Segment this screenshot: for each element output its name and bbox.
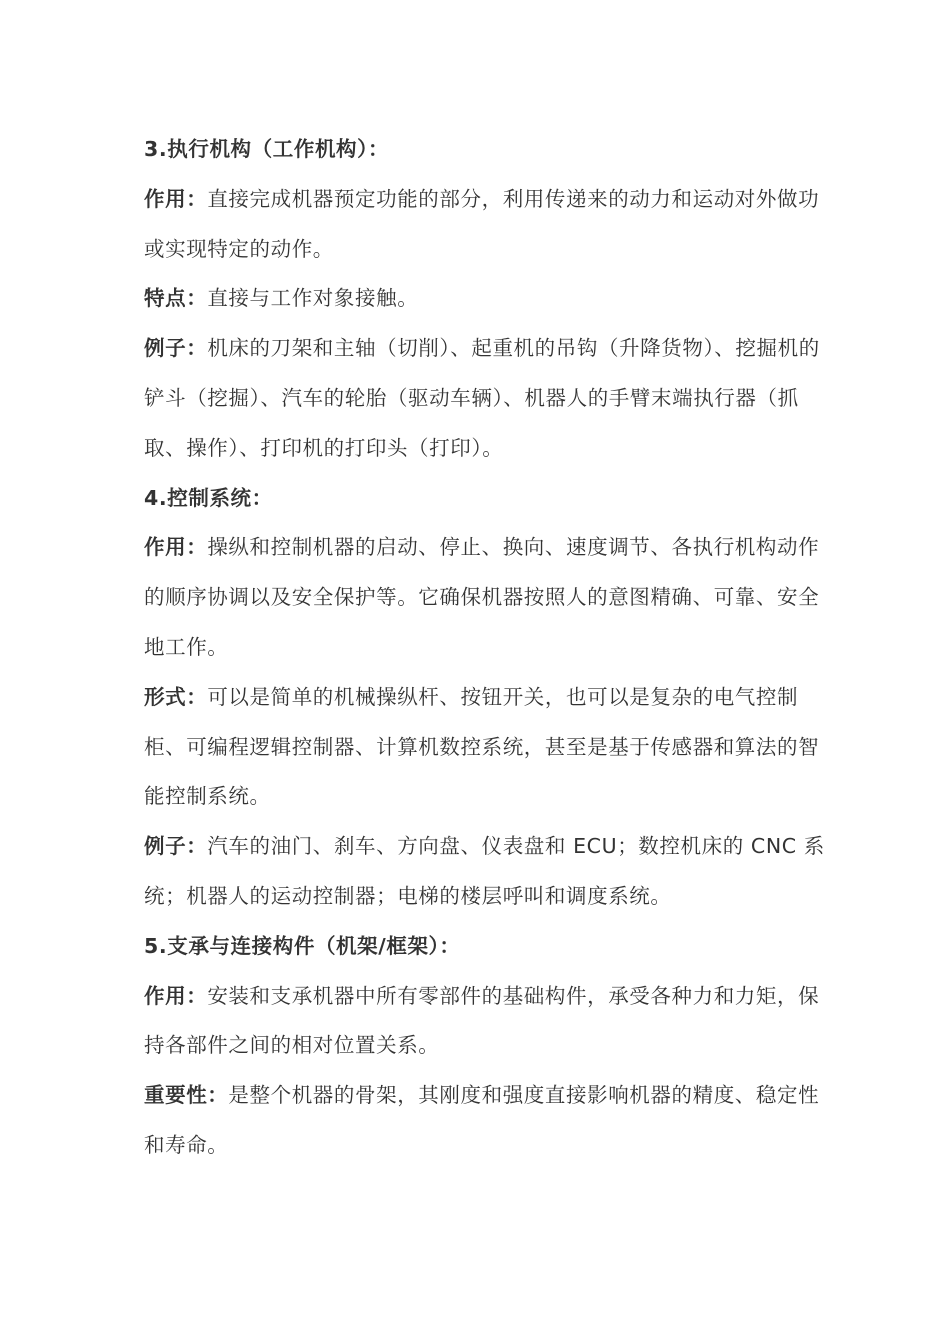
paragraph-examples	[144, 324, 834, 473]
paragraph-feature	[144, 274, 834, 324]
paragraph-label: 作用：	[144, 535, 208, 560]
paragraph-form	[144, 673, 834, 822]
paragraph-importance	[144, 1071, 834, 1171]
paragraph-text: 是整个机器的骨架，其刚度和强度直接影响机器的精度、稳定性和寿命。	[144, 1083, 820, 1157]
paragraph-text: 汽车的油门、刹车、方向盘、仪表盘和 ECU；数控机床的 CNC 系统；机器人的运动控制器；电梯的楼层呼叫和调度系统。	[144, 834, 825, 908]
section-heading-support-frame: 5.支承与连接构件（机架/框架）：	[144, 933, 461, 958]
paragraph-examples	[144, 822, 834, 922]
section-heading-control-system: 4.控制系统：	[144, 485, 273, 510]
document-body	[144, 125, 834, 1171]
paragraph-text: 机床的刀架和主轴（切削）、起重机的吊钩（升降货物）、挖掘机的铲斗（挖掘）、汽车的轮胎（驱动车辆）、机器人的手臂末端执行器（抓取、操作）、打印机的打印头（打印）。	[144, 336, 820, 460]
section-heading-executing-mechanism: 3.执行机构（工作机构）：	[144, 137, 390, 161]
paragraph-label: 作用：	[144, 983, 208, 1008]
paragraph-text: 直接与工作对象接触。	[207, 286, 419, 311]
paragraph-label: 形式：	[144, 684, 208, 709]
paragraph-text: 可以是简单的机械操纵杆、按钮开关，也可以是复杂的电气控制柜、可编程逻辑控制器、计算机数控系统，甚至是基于传感器和算法的智能控制系统。	[144, 684, 820, 809]
paragraph-text: 直接完成机器预定功能的部分，利用传递来的动力和运动对外做功或实现特定的动作。	[144, 186, 820, 261]
paragraph-text: 安装和支承机器中所有零部件的基础构件，承受各种力和力矩，保持各部件之间的相对位置关系。	[144, 983, 820, 1058]
paragraph-label: 例子：	[144, 336, 208, 361]
paragraph-label: 重要性：	[144, 1083, 229, 1108]
paragraph-label: 例子：	[144, 834, 208, 859]
paragraph-function	[144, 175, 834, 275]
paragraph-label: 作用：	[144, 186, 208, 211]
paragraph-function	[144, 523, 834, 672]
paragraph-function	[144, 972, 834, 1072]
paragraph-label: 特点：	[144, 286, 208, 311]
paragraph-text: 操纵和控制机器的启动、停止、换向、速度调节、各执行机构动作的顺序协调以及安全保护等。它确保机器按照人的意图精确、可靠、安全地工作。	[144, 535, 820, 659]
